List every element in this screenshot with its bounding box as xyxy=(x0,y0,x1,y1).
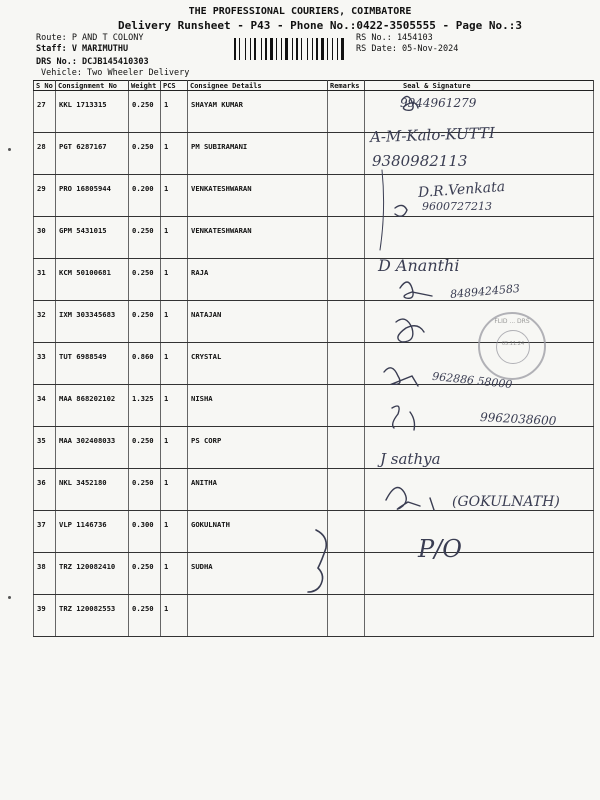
cell-signature xyxy=(365,175,594,217)
cell-remarks xyxy=(328,175,365,217)
cell-remarks xyxy=(328,259,365,301)
cell-consignment-no: KKL 1713315 xyxy=(56,91,129,133)
cell-remarks xyxy=(328,217,365,259)
cell-sno: 30 xyxy=(34,217,56,259)
table-row xyxy=(34,175,594,217)
cell-consignment-no: KCM 50100681 xyxy=(56,259,129,301)
cell-pcs: 1 xyxy=(161,469,188,511)
cell-weight: 0.250 xyxy=(129,553,161,595)
cell-consignment-no: GPM 5431015 xyxy=(56,217,129,259)
cell-sno: 38 xyxy=(34,553,56,595)
cell-consignment-no: IXM 303345683 xyxy=(56,301,129,343)
signature-38: P/O xyxy=(418,535,462,563)
cell-sno: 36 xyxy=(34,469,56,511)
cell-consignee: VENKATESHWARAN xyxy=(188,217,328,259)
cell-remarks xyxy=(328,427,365,469)
cell-consignment-no: MAA 868202102 xyxy=(56,385,129,427)
cell-signature xyxy=(365,385,594,427)
seal-inner-ring xyxy=(496,330,530,364)
cell-consignment-no: PRO 16805944 xyxy=(56,175,129,217)
cell-signature xyxy=(365,511,594,553)
cell-consignee: SHAYAM KUMAR xyxy=(188,91,328,133)
table-row xyxy=(34,259,594,301)
cell-weight: 0.250 xyxy=(129,427,161,469)
cell-sno: 34 xyxy=(34,385,56,427)
cell-pcs: 1 xyxy=(161,427,188,469)
table-row xyxy=(34,91,594,133)
cell-weight: 1.325 xyxy=(129,385,161,427)
cell-consignee: ANITHA xyxy=(188,469,328,511)
rs-number: RS No.: 1454103 xyxy=(356,33,433,43)
runsheet-title: Delivery Runsheet - P43 - Phone No.:0422-3505555 - Page No.:3 xyxy=(118,19,522,32)
cell-signature xyxy=(365,469,594,511)
table-row xyxy=(34,595,594,637)
cell-remarks xyxy=(328,385,365,427)
cell-signature xyxy=(365,259,594,301)
cell-weight: 0.250 xyxy=(129,301,161,343)
cell-weight: 0.860 xyxy=(129,343,161,385)
cell-pcs: 1 xyxy=(161,175,188,217)
signature-32: 8489424583 xyxy=(449,281,521,302)
cell-pcs: 1 xyxy=(161,511,188,553)
cell-consignee: SUDHA xyxy=(188,553,328,595)
cell-consignment-no: TRZ 120082553 xyxy=(56,595,129,637)
signature-30: 9600727213 xyxy=(422,200,492,213)
route-label: Route: P AND T COLONY xyxy=(36,33,144,43)
cell-weight: 0.250 xyxy=(129,469,161,511)
cell-sno: 32 xyxy=(34,301,56,343)
table-row xyxy=(34,385,594,427)
signature-28-phone: 9380982113 xyxy=(372,152,468,170)
signature-27: 9944961279 xyxy=(400,96,477,110)
cell-consignment-no: PGT 6287167 xyxy=(56,133,129,175)
punch-dot xyxy=(8,148,11,151)
cell-remarks xyxy=(328,91,365,133)
cell-sno: 33 xyxy=(34,343,56,385)
col-consignee: Consignee Details xyxy=(188,81,328,91)
cell-pcs: 1 xyxy=(161,343,188,385)
cell-consignee: CRYSTAL xyxy=(188,343,328,385)
seal-date: 05.11.24 xyxy=(501,341,525,347)
cell-sno: 37 xyxy=(34,511,56,553)
cell-signature xyxy=(365,91,594,133)
cell-sno: 39 xyxy=(34,595,56,637)
staff-label: Staff: V MARIMUTHU xyxy=(36,44,129,54)
cell-remarks xyxy=(328,469,365,511)
cell-weight: 0.250 xyxy=(129,133,161,175)
col-consignment: Consignment No xyxy=(56,81,129,91)
signature-36: J sathya xyxy=(380,450,441,468)
cell-remarks xyxy=(328,511,365,553)
cell-consignment-no: VLP 1146736 xyxy=(56,511,129,553)
cell-weight: 0.250 xyxy=(129,259,161,301)
cell-remarks xyxy=(328,343,365,385)
cell-pcs: 1 xyxy=(161,553,188,595)
col-weight: Weight xyxy=(129,81,161,91)
table-row xyxy=(34,511,594,553)
cell-consignment-no: NKL 3452180 xyxy=(56,469,129,511)
signature-34: 962886 58000 xyxy=(431,369,513,392)
signature-37: (GOKULNATH) xyxy=(452,494,560,510)
cell-signature xyxy=(365,595,594,637)
cell-remarks xyxy=(328,301,365,343)
cell-weight: 0.250 xyxy=(129,91,161,133)
drs-number: DRS No.: DCJB145410303 xyxy=(36,57,149,67)
cell-consignee: PM SUBIRAMANI xyxy=(188,133,328,175)
cell-remarks xyxy=(328,133,365,175)
cell-weight: 0.250 xyxy=(129,217,161,259)
cell-remarks xyxy=(328,553,365,595)
cell-sno: 31 xyxy=(34,259,56,301)
barcode-image xyxy=(234,38,350,60)
cell-consignee: NATAJAN xyxy=(188,301,328,343)
cell-sno: 27 xyxy=(34,91,56,133)
cell-pcs: 1 xyxy=(161,217,188,259)
cell-consignee xyxy=(188,595,328,637)
cell-consignment-no: MAA 302408033 xyxy=(56,427,129,469)
cell-pcs: 1 xyxy=(161,91,188,133)
cell-sno: 35 xyxy=(34,427,56,469)
table-row xyxy=(34,133,594,175)
seal-text: FLID ... DRS xyxy=(494,318,530,325)
cell-signature xyxy=(365,553,594,595)
rs-date: RS Date: 05-Nov-2024 xyxy=(356,44,459,54)
signature-31: D Ananthi xyxy=(378,256,460,275)
cell-pcs: 1 xyxy=(161,595,188,637)
company-title: THE PROFESSIONAL COURIERS, COIMBATORE xyxy=(188,6,412,17)
cell-consignee: RAJA xyxy=(188,259,328,301)
cell-remarks xyxy=(328,595,365,637)
table-row xyxy=(34,217,594,259)
cell-consignment-no: TUT 6988549 xyxy=(56,343,129,385)
cell-consignee: VENKATESHWARAN xyxy=(188,175,328,217)
col-signature: Seal & Signature xyxy=(365,81,594,91)
col-pcs: PCS xyxy=(161,81,188,91)
cell-pcs: 1 xyxy=(161,259,188,301)
cell-consignee: NISHA xyxy=(188,385,328,427)
table-row xyxy=(34,427,594,469)
col-sno: S No xyxy=(34,81,56,91)
cell-sno: 28 xyxy=(34,133,56,175)
table-row xyxy=(34,553,594,595)
cell-signature xyxy=(365,427,594,469)
courier-seal xyxy=(478,312,546,380)
table-row xyxy=(34,469,594,511)
cell-pcs: 1 xyxy=(161,301,188,343)
cell-consignment-no: TRZ 120082410 xyxy=(56,553,129,595)
cell-sno: 29 xyxy=(34,175,56,217)
signature-35: 9962038600 xyxy=(479,410,557,428)
signature-29: D.R.Venkata xyxy=(417,178,506,202)
vehicle-label: Vehicle: Two Wheeler Delivery xyxy=(41,68,190,78)
table-header-row xyxy=(34,81,594,91)
cell-consignee: PS CORP xyxy=(188,427,328,469)
col-remarks: Remarks xyxy=(328,81,365,91)
cell-signature xyxy=(365,217,594,259)
cell-consignee: GOKULNATH xyxy=(188,511,328,553)
cell-signature xyxy=(365,133,594,175)
cell-pcs: 1 xyxy=(161,133,188,175)
punch-dot xyxy=(8,596,11,599)
cell-pcs: 1 xyxy=(161,385,188,427)
cell-weight: 0.250 xyxy=(129,595,161,637)
cell-weight: 0.200 xyxy=(129,175,161,217)
signature-28-name: A-M-Kalo-KUTTI xyxy=(369,123,496,147)
cell-weight: 0.300 xyxy=(129,511,161,553)
